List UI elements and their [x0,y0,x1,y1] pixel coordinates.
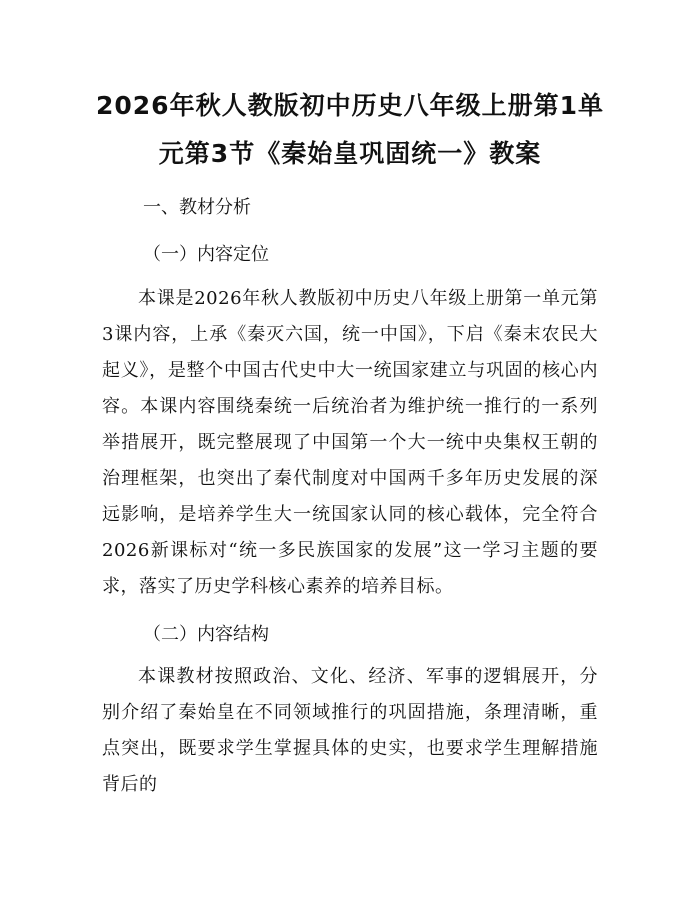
paragraph-content-structure: 本课教材按照政治、文化、经济、军事的逻辑展开，分别介绍了秦始皇在不同领域推行的巩固措施，条理清晰，重点突出，既要求学生掌握具体的史实，也要求学生理解措施背后的 [102,666,598,795]
subsection-heading-content-structure: （二）内容结构 [143,624,269,645]
paragraph-content-positioning: 本课是2026年秋人教版初中历史八年级上册第一单元第3课内容，上承《秦灭六国，统一中国》，下启《秦末农民大起义》，是整个中国古代史中大一统国家建立与巩固的核心内容。本课内容围绕秦统一后统治者为维护统一推行的一系列举措展开，既完整展现了中国第一个大一统中央集权王朝的治理框架，也突出了秦代制度对中国两千多年历史发展的深远影响，是培养学生大一统国家认同的核心载体，完全符合2026新课标对“统一多民族国家的发展”这一学习主题的要求，落实了历史学科核心素养的培养目标。 [102,288,598,597]
document-title-line-1: 2026年秋人教版初中历史八年级上册第1单 [96,91,604,120]
section-heading-textbook-analysis: 一、教材分析 [143,197,251,218]
subsection-heading-content-positioning: （一）内容定位 [143,244,269,265]
document-title-line-2: 元第3节《秦始皇巩固统一》教案 [158,139,542,168]
